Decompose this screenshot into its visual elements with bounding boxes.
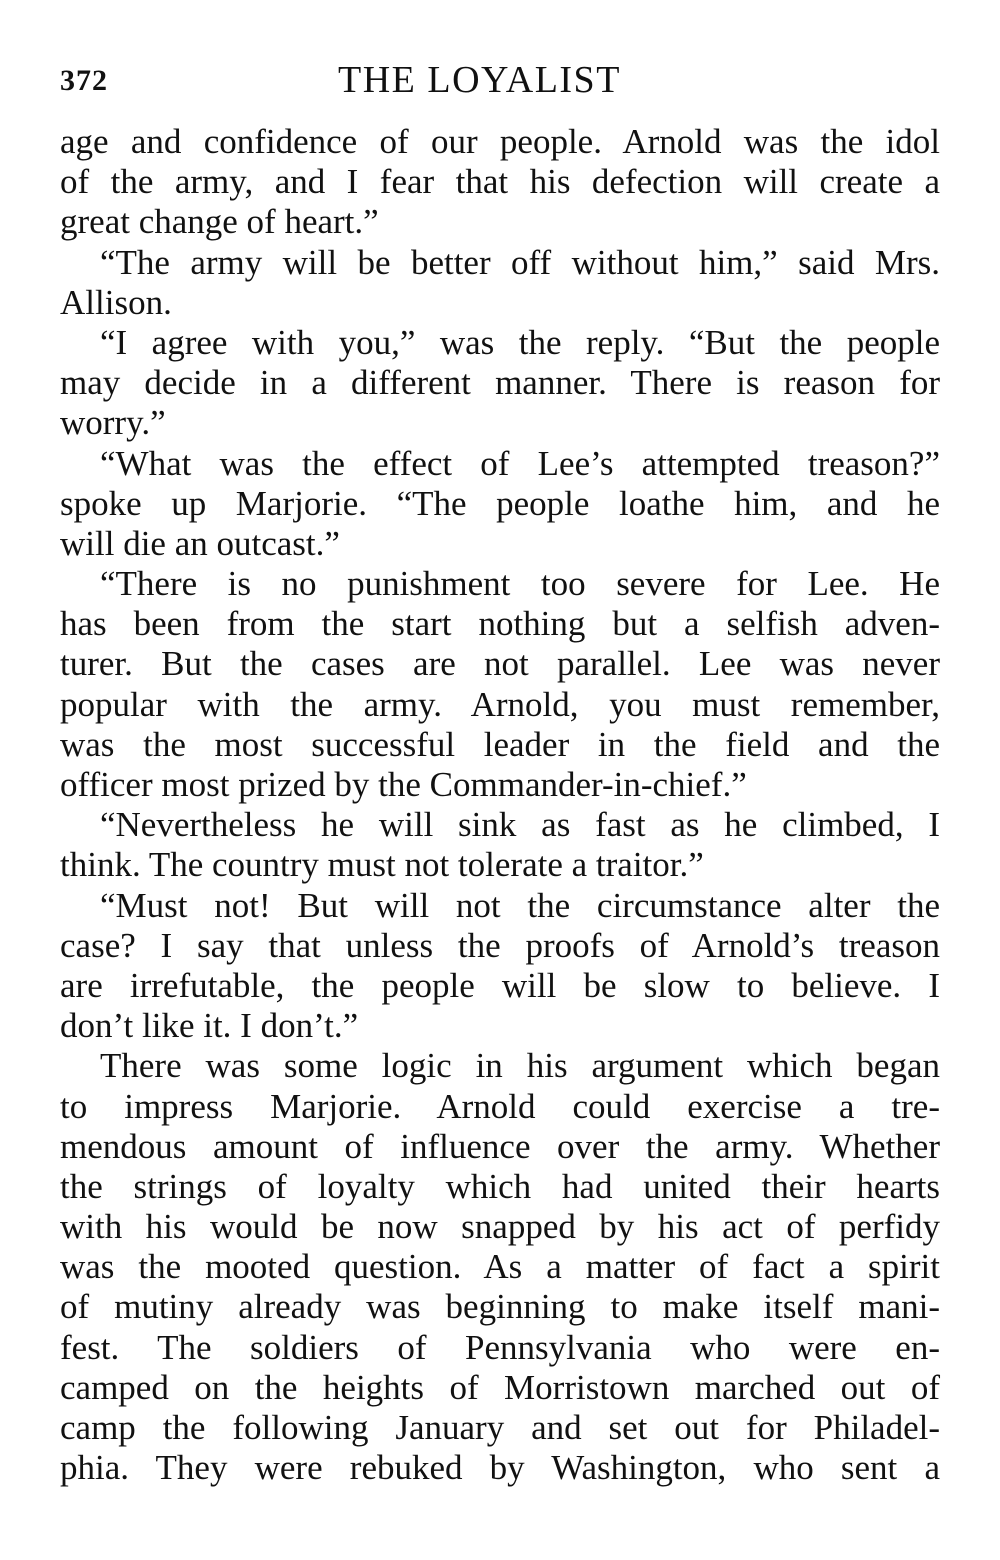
text-line: mendous amount of influence over the army. Whether <box>60 1126 940 1166</box>
text-line: phia. They were rebuked by Washington, who sent a <box>60 1448 940 1488</box>
text-line: of mutiny already was beginning to make itself mani- <box>60 1287 940 1327</box>
text-line: will die an outcast.” <box>60 523 340 563</box>
text-line: There was some logic in his argument which began <box>100 1046 940 1086</box>
text-line: worry.” <box>60 403 166 443</box>
text-line: are irrefutable, the people will be slow to believe. I <box>60 965 940 1005</box>
text-line: “I agree with you,” was the reply. “But the people <box>100 322 940 362</box>
text-line: case? I say that unless the proofs of Arnold’s treason <box>60 925 940 965</box>
text-line: has been from the start nothing but a selfish adven- <box>60 604 940 644</box>
text-line: “The army will be better off without him,” said Mrs. <box>100 242 940 282</box>
page-number: 372 <box>60 64 108 97</box>
text-line: Allison. <box>60 282 172 322</box>
text-line: “Nevertheless he will sink as fast as he climbed, I <box>100 805 940 845</box>
text-line: age and confidence of our people. Arnold was the idol <box>60 122 940 161</box>
text-line: with his would be now snapped by his act of perfidy <box>60 1207 940 1247</box>
body-text <box>60 122 940 1488</box>
text-line: don’t like it. I don’t.” <box>60 1006 359 1046</box>
page-header <box>60 58 940 104</box>
book-page <box>60 58 940 1488</box>
text-line: officer most prized by the Commander-in-chief.” <box>60 765 747 804</box>
text-line: the strings of loyalty which had united their hearts <box>60 1166 940 1206</box>
text-line: camped on the heights of Morristown marched out of <box>60 1367 940 1407</box>
text-line: great change of heart.” <box>60 202 379 242</box>
text-line: was the most successful leader in the field and the <box>60 724 940 764</box>
text-line: “Must not! But will not the circumstance alter the <box>100 885 940 925</box>
text-line: “What was the effect of Lee’s attempted treason?” <box>100 443 940 483</box>
text-line: “There is no punishment too severe for Lee. He <box>100 564 940 604</box>
text-line: of the army, and I fear that his defection will create a <box>60 162 940 202</box>
text-line: camp the following January and set out for Philadel- <box>60 1408 940 1447</box>
running-title: THE LOYALIST <box>338 59 621 101</box>
text-line: popular with the army. Arnold, you must remember, <box>60 684 940 724</box>
text-line: to impress Marjorie. Arnold could exercise a tre- <box>60 1086 940 1126</box>
text-line: think. The country must not tolerate a traitor.” <box>60 845 704 885</box>
text-line: spoke up Marjorie. “The people loathe him, and he <box>60 483 940 523</box>
text-line: was the mooted question. As a matter of fact a spirit <box>60 1247 940 1287</box>
text-line: turer. But the cases are not parallel. Lee was never <box>60 644 940 684</box>
text-line: fest. The soldiers of Pennsylvania who were en- <box>60 1327 940 1367</box>
text-line: may decide in a different manner. There is reason for <box>60 363 940 403</box>
